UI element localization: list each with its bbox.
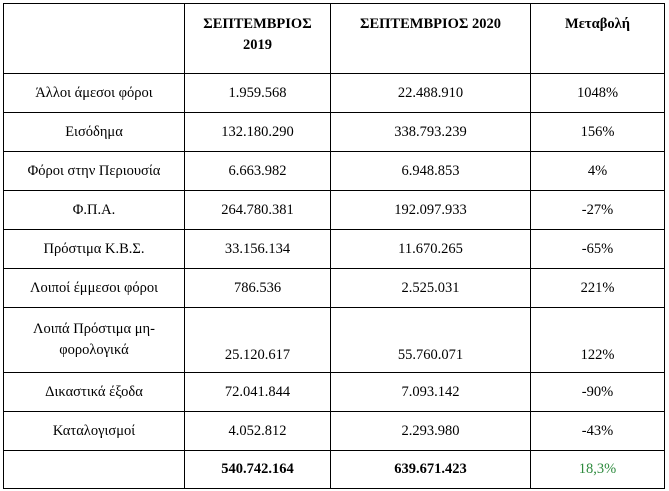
table-row (4, 113, 665, 152)
change-value: -27% (531, 191, 665, 230)
value-2020: 11.670.265 (331, 230, 531, 269)
header-september-2019: ΣΕΠΤΕΜΒΡΙΟΣ 2019 (185, 4, 331, 74)
row-label: Άλλοι άμεσοι φόροι (4, 74, 185, 113)
header-september-2020: ΣΕΠΤΕΜΒΡΙΟΣ 2020 (331, 4, 531, 74)
row-label: Πρόστιμα Κ.Β.Σ. (4, 230, 185, 269)
change-value: 156% (531, 113, 665, 152)
row-label: Εισόδημα (4, 113, 185, 152)
value-2019: 264.780.381 (185, 191, 331, 230)
row-label: Δικαστικά έξοδα (4, 373, 185, 412)
value-2019: 786.536 (185, 269, 331, 308)
header-change: Μεταβολή (531, 4, 665, 74)
table-row (4, 152, 665, 191)
value-2020: 22.488.910 (331, 74, 531, 113)
table-row (4, 269, 665, 308)
row-label: Λοιποί έμμεσοι φόροι (4, 269, 185, 308)
value-2020: 55.760.071 (331, 308, 531, 373)
value-2019: 4.052.812 (185, 412, 331, 451)
value-2020: 2.525.031 (331, 269, 531, 308)
header-row (4, 4, 665, 74)
change-value: -90% (531, 373, 665, 412)
change-value: 122% (531, 308, 665, 373)
table-row (4, 191, 665, 230)
change-value: 1048% (531, 74, 665, 113)
table-row (4, 373, 665, 412)
row-label: Φόροι στην Περιουσία (4, 152, 185, 191)
row-label: Καταλογισμοί (4, 412, 185, 451)
value-2019: 1.959.568 (185, 74, 331, 113)
change-value: -65% (531, 230, 665, 269)
row-label: Φ.Π.Α. (4, 191, 185, 230)
total-2019: 540.742.164 (185, 451, 331, 489)
value-2019: 6.663.982 (185, 152, 331, 191)
change-value: -43% (531, 412, 665, 451)
value-2020: 7.093.142 (331, 373, 531, 412)
header-category (4, 4, 185, 74)
total-2020: 639.671.423 (331, 451, 531, 489)
row-label: Λοιπά Πρόστιμα μη-φορολογικά (4, 308, 185, 373)
total-label (4, 451, 185, 489)
tax-revenue-table (3, 3, 665, 489)
value-2020: 2.293.980 (331, 412, 531, 451)
table-row (4, 74, 665, 113)
value-2020: 338.793.239 (331, 113, 531, 152)
total-change: 18,3% (531, 451, 665, 489)
value-2019: 72.041.844 (185, 373, 331, 412)
value-2019: 33.156.134 (185, 230, 331, 269)
change-value: 221% (531, 269, 665, 308)
change-value: 4% (531, 152, 665, 191)
value-2020: 192.097.933 (331, 191, 531, 230)
table-row (4, 308, 665, 373)
table-row (4, 412, 665, 451)
value-2019: 132.180.290 (185, 113, 331, 152)
value-2019: 25.120.617 (185, 308, 331, 373)
table-row (4, 230, 665, 269)
value-2020: 6.948.853 (331, 152, 531, 191)
total-row (4, 451, 665, 489)
